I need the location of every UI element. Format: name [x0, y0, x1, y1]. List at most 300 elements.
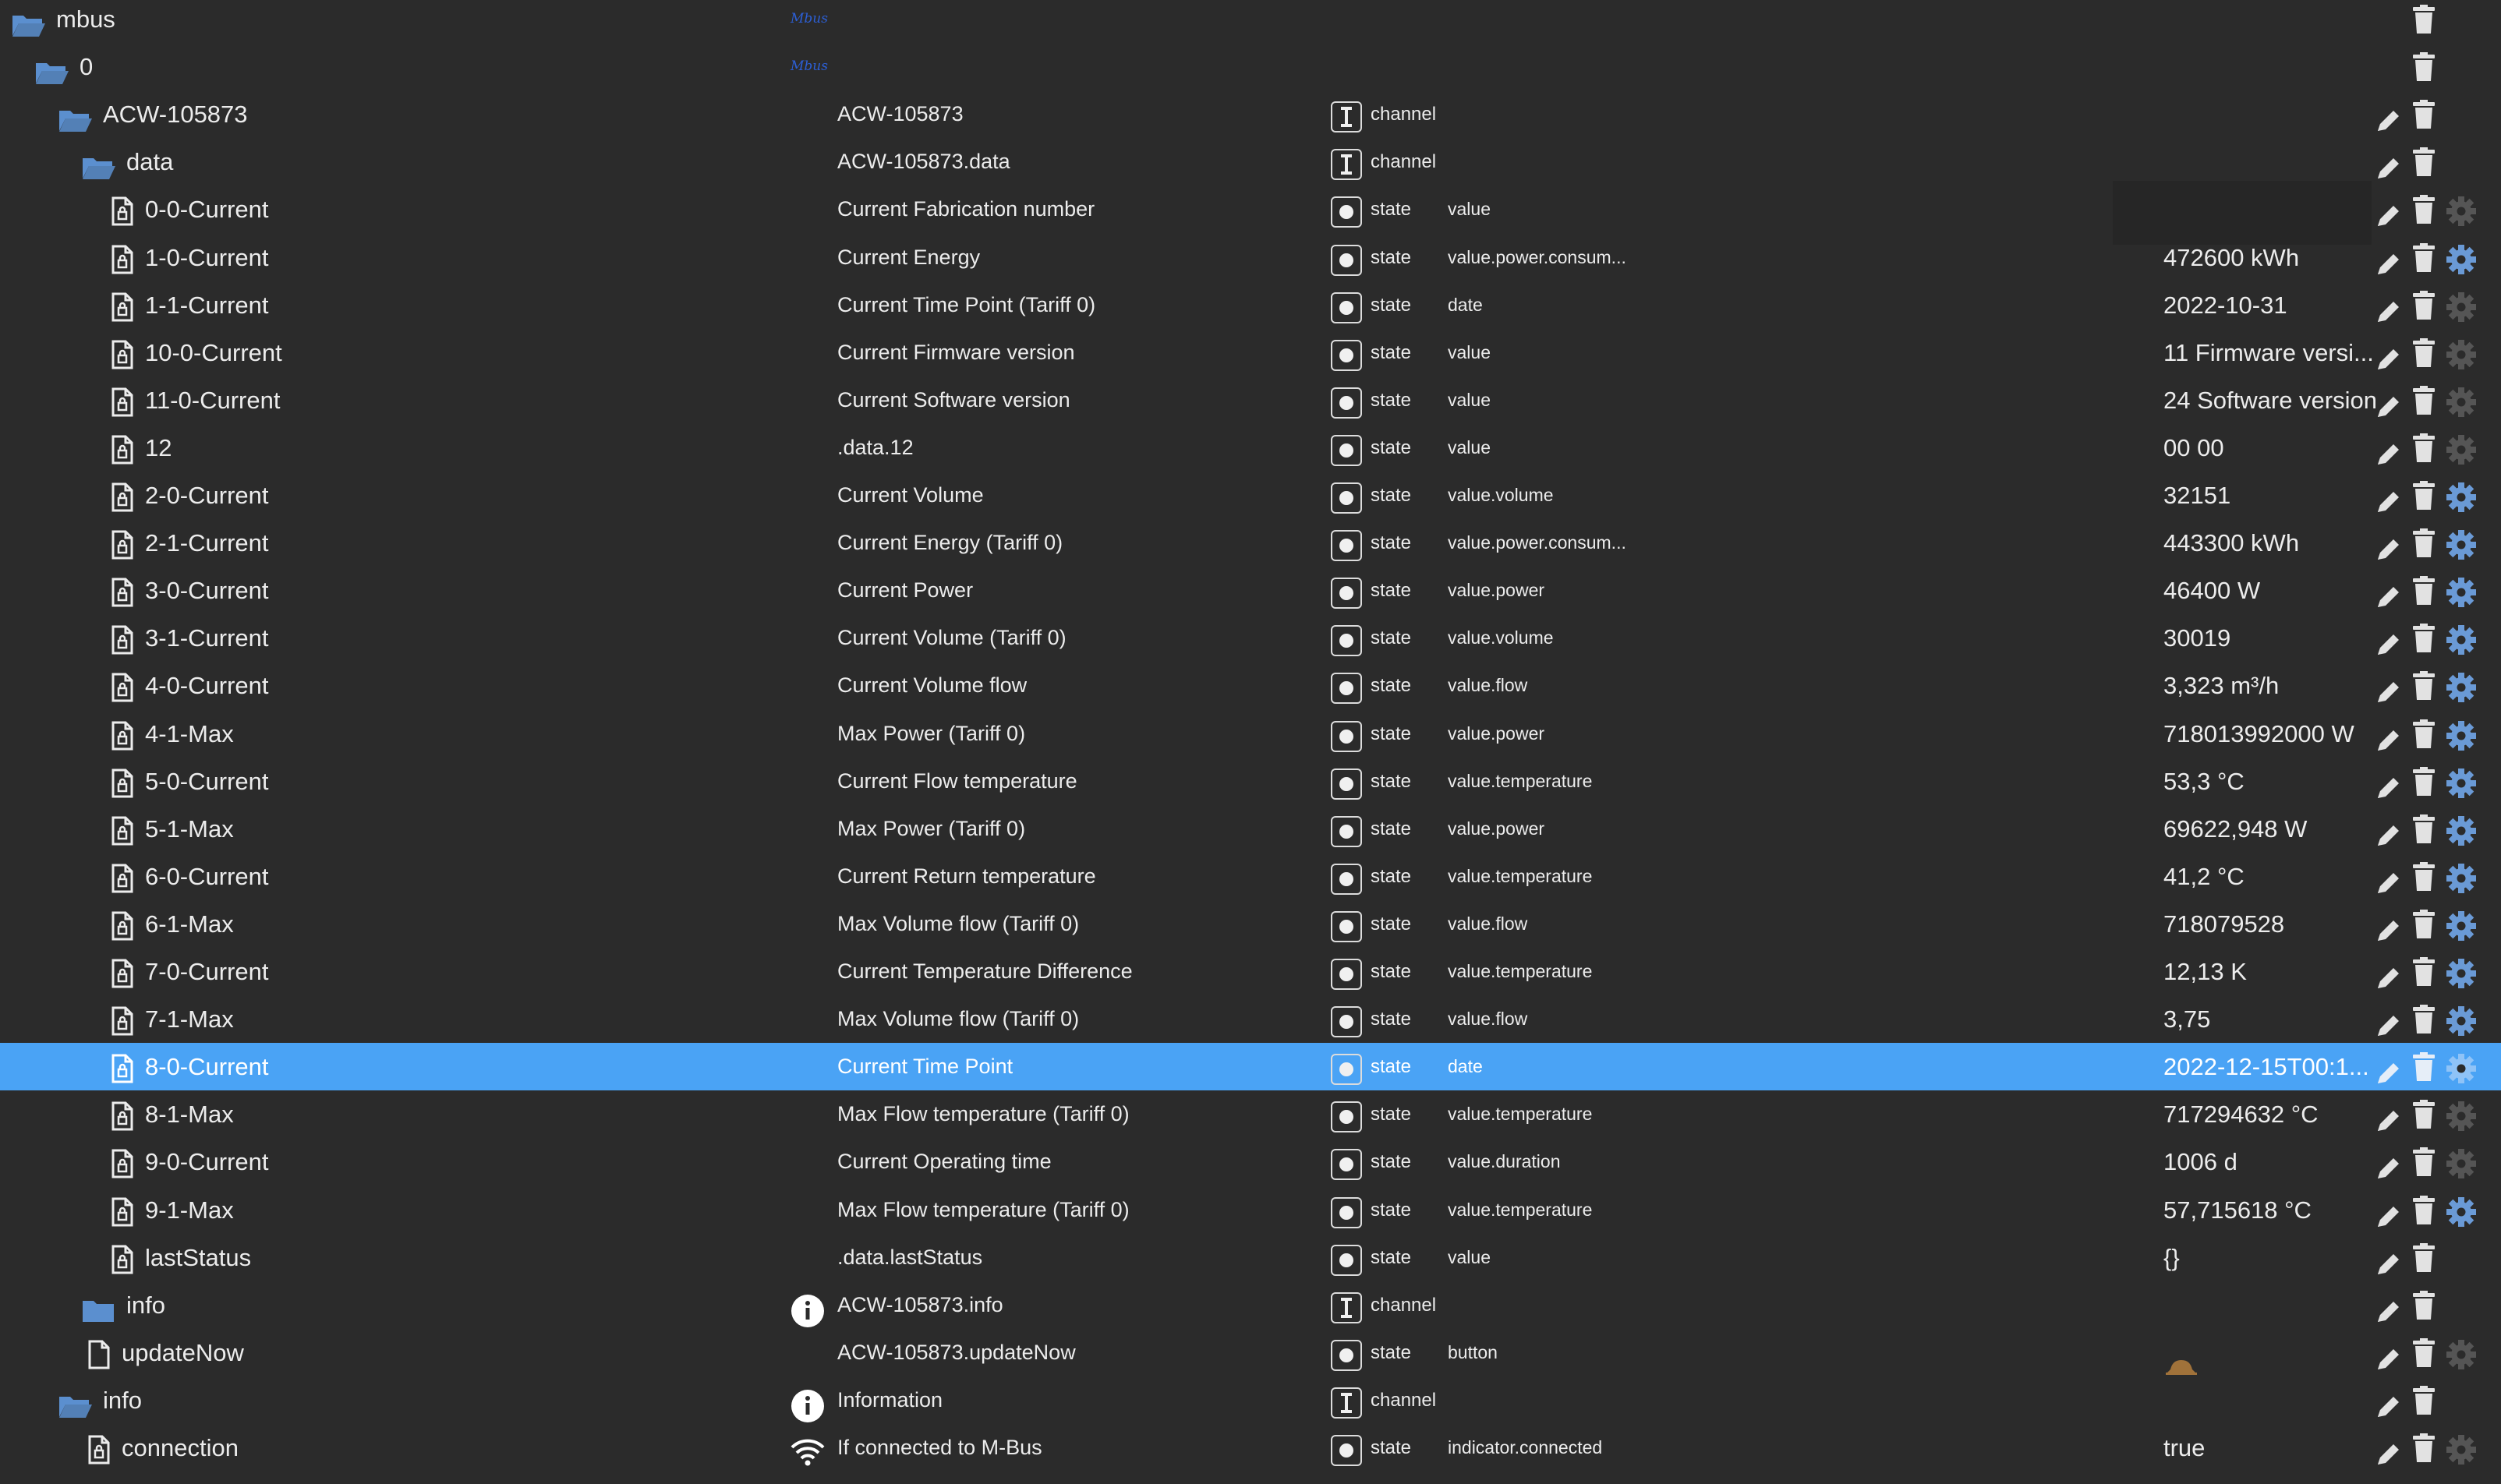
- object-type: state: [1371, 1009, 1412, 1030]
- object-role: value.duration: [1448, 1151, 1561, 1172]
- folder-open-icon[interactable]: [34, 54, 69, 79]
- tree-row[interactable]: [0, 138, 2501, 186]
- state-type-icon: [1331, 578, 1362, 609]
- settings-gear-icon[interactable]: [2446, 1005, 2476, 1034]
- object-value[interactable]: 443300 kWh: [2163, 529, 2300, 557]
- settings-gear-icon[interactable]: [2446, 433, 2476, 463]
- delete-icon[interactable]: [2412, 337, 2436, 366]
- object-description: Current Time Point (Tariff 0): [837, 292, 1096, 316]
- object-role: value: [1448, 1246, 1491, 1267]
- object-value[interactable]: 718013992000 W: [2163, 719, 2354, 747]
- object-value[interactable]: 12,13 K: [2163, 958, 2247, 985]
- edit-icon[interactable]: [2375, 341, 2403, 365]
- object-description: ACW-105873: [837, 102, 964, 126]
- object-name[interactable]: 5-1-Max: [145, 814, 234, 843]
- tree-row[interactable]: [0, 424, 2501, 472]
- file-lock-icon: [111, 291, 134, 320]
- delete-icon[interactable]: [2412, 1051, 2436, 1080]
- object-role: value.flow: [1448, 913, 1528, 934]
- edit-icon[interactable]: [2375, 1150, 2403, 1174]
- file-lock-icon: [111, 1243, 134, 1273]
- object-type: state: [1371, 1151, 1412, 1173]
- settings-gear-icon[interactable]: [2446, 1100, 2476, 1129]
- tree-row[interactable]: [0, 234, 2501, 281]
- tree-row[interactable]: [0, 376, 2501, 424]
- state-type-icon: [1331, 959, 1362, 990]
- object-role: value.volume: [1448, 627, 1554, 648]
- channel-type-icon: [1331, 1387, 1362, 1419]
- settings-gear-icon[interactable]: [2446, 624, 2476, 653]
- settings-gear-icon[interactable]: [2446, 528, 2476, 558]
- object-description: Current Return temperature: [837, 864, 1096, 888]
- object-description: ACW-105873.data: [837, 150, 1010, 174]
- object-value[interactable]: 3,75: [2163, 1005, 2211, 1034]
- delete-icon[interactable]: [2412, 956, 2436, 985]
- object-name[interactable]: 8-0-Current: [145, 1053, 269, 1081]
- object-name[interactable]: data: [126, 148, 174, 176]
- object-type: state: [1371, 294, 1412, 316]
- folder-open-icon[interactable]: [11, 6, 45, 31]
- object-value[interactable]: 1006 d: [2163, 1148, 2237, 1176]
- object-name[interactable]: 0: [80, 53, 94, 81]
- edit-icon[interactable]: [2375, 1294, 2403, 1317]
- object-description: Max Flow temperature (Tariff 0): [837, 1102, 1130, 1126]
- object-name[interactable]: 9-1-Max: [145, 1196, 234, 1224]
- file-lock-icon: [111, 767, 134, 797]
- settings-gear-icon[interactable]: [2446, 862, 2476, 892]
- object-role: value.power: [1448, 723, 1545, 744]
- delete-icon[interactable]: [2412, 1194, 2436, 1224]
- object-name[interactable]: ACW-105873: [103, 101, 248, 129]
- delete-icon[interactable]: [2412, 908, 2436, 938]
- object-name[interactable]: 12: [145, 433, 172, 461]
- settings-gear-icon[interactable]: [2446, 386, 2476, 415]
- edit-icon[interactable]: [2375, 723, 2403, 746]
- settings-gear-icon[interactable]: [2446, 338, 2476, 368]
- object-type: state: [1371, 1246, 1412, 1268]
- press-button-icon[interactable]: [2164, 1344, 2199, 1363]
- object-value[interactable]: 30019: [2163, 624, 2231, 652]
- edit-icon[interactable]: [2375, 770, 2403, 793]
- object-name[interactable]: 10-0-Current: [145, 338, 282, 366]
- edit-icon[interactable]: [2375, 818, 2403, 841]
- edit-icon[interactable]: [2375, 103, 2403, 126]
- delete-icon[interactable]: [2412, 432, 2436, 461]
- tree-row[interactable]: [0, 900, 2501, 948]
- tree-row[interactable]: [0, 90, 2501, 138]
- object-type: state: [1371, 723, 1412, 744]
- delete-icon[interactable]: [2412, 622, 2436, 652]
- edit-icon[interactable]: [2375, 1436, 2403, 1460]
- file-lock-icon: [111, 957, 134, 987]
- edit-icon[interactable]: [2375, 579, 2403, 602]
- tree-row[interactable]: [0, 43, 2501, 90]
- object-description: Current Operating time: [837, 1150, 1052, 1174]
- object-type: state: [1371, 1104, 1412, 1125]
- delete-icon[interactable]: [2412, 289, 2436, 319]
- delete-icon[interactable]: [2412, 670, 2436, 699]
- object-type: state: [1371, 818, 1412, 839]
- delete-icon[interactable]: [2412, 527, 2436, 556]
- object-role: value: [1448, 341, 1491, 362]
- object-name[interactable]: mbus: [56, 5, 115, 33]
- object-description: Current Power: [837, 578, 974, 602]
- tree-row[interactable]: [0, 948, 2501, 995]
- object-role: value.power: [1448, 580, 1545, 601]
- object-name[interactable]: info: [103, 1386, 142, 1414]
- object-type: state: [1371, 1056, 1412, 1078]
- object-type: state: [1371, 865, 1412, 887]
- object-role: indicator.connected: [1448, 1437, 1603, 1458]
- object-name[interactable]: 4-1-Max: [145, 719, 234, 747]
- tree-row[interactable]: [0, 1329, 2501, 1376]
- tree-row[interactable]: [0, 1138, 2501, 1185]
- state-type-icon: [1331, 625, 1362, 656]
- object-value[interactable]: 472600 kWh: [2163, 243, 2300, 271]
- edit-icon[interactable]: [2375, 1246, 2403, 1270]
- object-value[interactable]: 2022-12-15T00:1...: [2163, 1053, 2369, 1081]
- delete-icon[interactable]: [2412, 242, 2436, 271]
- object-name[interactable]: updateNow: [122, 1338, 244, 1366]
- object-type: state: [1371, 675, 1412, 697]
- object-name[interactable]: connection: [122, 1434, 239, 1461]
- tree-row[interactable]: [0, 1043, 2501, 1090]
- delete-icon[interactable]: [2412, 98, 2436, 128]
- object-type: state: [1371, 1341, 1412, 1363]
- file-lock-icon: [111, 433, 134, 463]
- object-value[interactable]: 00 00: [2163, 433, 2224, 461]
- state-type-icon: [1331, 768, 1362, 800]
- object-role: value.temperature: [1448, 961, 1593, 981]
- edit-icon[interactable]: [2375, 150, 2403, 174]
- edit-icon[interactable]: [2375, 436, 2403, 460]
- tree-row[interactable]: [0, 805, 2501, 853]
- tree-row[interactable]: [0, 329, 2501, 376]
- object-description: Current Flow temperature: [837, 768, 1077, 793]
- object-type: channel: [1371, 1389, 1437, 1411]
- edit-icon[interactable]: [2375, 294, 2403, 317]
- file-lock-icon: [111, 1147, 134, 1177]
- delete-icon[interactable]: [2412, 1146, 2436, 1175]
- wifi-icon: [789, 1435, 826, 1463]
- info-icon: [791, 1389, 825, 1423]
- file-lock-icon: [87, 1433, 111, 1463]
- settings-gear-icon[interactable]: [2446, 1196, 2476, 1225]
- settings-gear-icon[interactable]: [2446, 767, 2476, 797]
- state-type-icon: [1331, 292, 1362, 323]
- delete-icon[interactable]: [2412, 1003, 2436, 1033]
- settings-gear-icon[interactable]: [2446, 671, 2476, 701]
- object-name[interactable]: 5-0-Current: [145, 767, 269, 795]
- edit-icon[interactable]: [2375, 484, 2403, 507]
- object-description: Current Energy: [837, 245, 981, 269]
- tree-row[interactable]: [0, 1090, 2501, 1138]
- delete-icon[interactable]: [2412, 765, 2436, 795]
- object-description: ACW-105873.updateNow: [837, 1340, 1076, 1364]
- object-description: Current Energy (Tariff 0): [837, 531, 1063, 555]
- state-type-icon: [1331, 911, 1362, 942]
- delete-icon[interactable]: [2412, 1289, 2436, 1319]
- tree-row[interactable]: [0, 0, 2501, 43]
- object-description: Max Volume flow (Tariff 0): [837, 911, 1080, 935]
- mbus-watermark: Mbus: [791, 11, 828, 26]
- object-role: value: [1448, 436, 1491, 458]
- object-value[interactable]: 717294632 °C: [2163, 1101, 2319, 1129]
- state-type-icon: [1331, 1054, 1362, 1085]
- object-value[interactable]: 24 Software version: [2163, 386, 2377, 414]
- state-type-icon: [1331, 482, 1362, 514]
- delete-icon[interactable]: [2412, 51, 2436, 80]
- tree-row[interactable]: [0, 519, 2501, 567]
- folder-open-icon[interactable]: [81, 149, 115, 174]
- settings-gear-icon[interactable]: [2446, 1338, 2476, 1368]
- object-name[interactable]: 1-0-Current: [145, 243, 269, 271]
- delete-icon[interactable]: [2412, 193, 2436, 223]
- object-name[interactable]: 6-1-Max: [145, 910, 234, 938]
- file-lock-icon: [111, 719, 134, 749]
- edit-icon[interactable]: [2375, 246, 2403, 270]
- info-icon: [791, 1294, 825, 1328]
- tree-row[interactable]: [0, 1376, 2501, 1424]
- delete-icon[interactable]: [2412, 1384, 2436, 1414]
- object-type: state: [1371, 1437, 1412, 1458]
- tree-row[interactable]: [0, 710, 2501, 758]
- file-lock-icon: [111, 243, 134, 273]
- object-name[interactable]: 11-0-Current: [145, 386, 281, 414]
- tree-row[interactable]: [0, 614, 2501, 662]
- edit-icon[interactable]: [2375, 674, 2403, 698]
- state-type-icon: [1331, 1101, 1362, 1132]
- tree-row[interactable]: [0, 758, 2501, 805]
- tree-row[interactable]: [0, 281, 2501, 329]
- object-role: date: [1448, 294, 1483, 315]
- file-lock-icon: [111, 195, 134, 224]
- settings-gear-icon[interactable]: [2446, 1052, 2476, 1082]
- file-lock-icon: [111, 862, 134, 892]
- object-name[interactable]: 7-0-Current: [145, 958, 269, 985]
- edit-icon[interactable]: [2375, 1055, 2403, 1079]
- tree-row[interactable]: [0, 1424, 2501, 1472]
- delete-icon[interactable]: [2412, 479, 2436, 509]
- object-name[interactable]: 2-0-Current: [145, 482, 269, 509]
- object-description: .data.lastStatus: [837, 1245, 983, 1269]
- object-name[interactable]: 8-1-Max: [145, 1101, 234, 1129]
- object-value[interactable]: {}: [2163, 1243, 2180, 1271]
- tree-row[interactable]: [0, 567, 2501, 614]
- tree-row[interactable]: [0, 1186, 2501, 1234]
- object-role: value.volume: [1448, 485, 1554, 505]
- delete-icon[interactable]: [2412, 384, 2436, 414]
- object-description: .data.12: [837, 435, 914, 459]
- file-lock-icon: [111, 1196, 134, 1225]
- delete-icon[interactable]: [2412, 1337, 2436, 1366]
- edit-icon[interactable]: [2375, 1389, 2403, 1412]
- delete-icon[interactable]: [2412, 813, 2436, 843]
- file-lock-icon: [111, 576, 134, 606]
- object-value[interactable]: 3,323 m³/h: [2163, 672, 2280, 700]
- state-type-icon: [1331, 1006, 1362, 1037]
- state-type-icon: [1331, 1149, 1362, 1180]
- object-value[interactable]: 69622,948 W: [2163, 814, 2308, 843]
- object-description: Max Flow temperature (Tariff 0): [837, 1197, 1130, 1221]
- mbus-watermark: Mbus: [791, 58, 828, 75]
- object-type: state: [1371, 913, 1412, 935]
- settings-gear-icon[interactable]: [2446, 1147, 2476, 1177]
- object-name[interactable]: 7-1-Max: [145, 1005, 234, 1034]
- file-lock-icon: [111, 1005, 134, 1034]
- file-icon: [87, 1338, 111, 1368]
- object-role: value.power: [1448, 818, 1545, 839]
- object-type: state: [1371, 436, 1412, 458]
- settings-gear-icon[interactable]: [2446, 576, 2476, 606]
- object-role: value.temperature: [1448, 1104, 1593, 1125]
- object-value[interactable]: 11 Firmware versi...: [2163, 338, 2374, 366]
- delete-icon[interactable]: [2412, 1098, 2436, 1128]
- object-name[interactable]: 6-0-Current: [145, 862, 269, 890]
- object-role: value.flow: [1448, 675, 1528, 696]
- settings-gear-icon[interactable]: [2446, 957, 2476, 987]
- folder-open-icon[interactable]: [58, 101, 92, 126]
- object-description: Current Volume: [837, 483, 984, 507]
- state-type-icon: [1331, 721, 1362, 752]
- file-lock-icon: [111, 1052, 134, 1082]
- edit-icon[interactable]: [2375, 960, 2403, 984]
- folder-icon[interactable]: [81, 1292, 115, 1317]
- object-role: value.temperature: [1448, 770, 1593, 791]
- object-description: Current Temperature Difference: [837, 959, 1133, 983]
- edit-icon[interactable]: [2375, 1199, 2403, 1222]
- settings-gear-icon[interactable]: [2446, 481, 2476, 511]
- settings-gear-icon[interactable]: [2446, 243, 2476, 273]
- object-value[interactable]: 46400 W: [2163, 577, 2261, 605]
- object-value[interactable]: 41,2 °C: [2163, 862, 2245, 890]
- edit-icon[interactable]: [2375, 1008, 2403, 1031]
- object-type: state: [1371, 580, 1412, 602]
- delete-icon[interactable]: [2412, 718, 2436, 747]
- state-type-icon: [1331, 530, 1362, 561]
- edit-icon[interactable]: [2375, 532, 2403, 555]
- delete-icon[interactable]: [2412, 1242, 2436, 1271]
- object-type: state: [1371, 389, 1412, 411]
- object-role: value.temperature: [1448, 1199, 1593, 1220]
- edit-icon[interactable]: [2375, 198, 2403, 221]
- delete-icon[interactable]: [2412, 3, 2436, 33]
- state-type-icon: [1331, 1197, 1362, 1228]
- file-lock-icon: [111, 910, 134, 939]
- object-role: value.power.consum...: [1448, 246, 1626, 267]
- state-type-icon: [1331, 1435, 1362, 1466]
- object-type: state: [1371, 199, 1412, 221]
- folder-open-icon[interactable]: [58, 1387, 92, 1412]
- object-value[interactable]: 57,715618 °C: [2163, 1196, 2312, 1224]
- object-name[interactable]: 3-0-Current: [145, 577, 269, 605]
- object-type: state: [1371, 770, 1412, 792]
- object-name[interactable]: 3-1-Current: [145, 624, 269, 652]
- tree-row[interactable]: [0, 186, 2501, 233]
- object-name[interactable]: 9-0-Current: [145, 1148, 269, 1176]
- state-type-icon: [1331, 816, 1362, 847]
- object-name[interactable]: 4-0-Current: [145, 672, 269, 700]
- edit-icon[interactable]: [2375, 389, 2403, 412]
- delete-icon[interactable]: [2412, 1432, 2436, 1461]
- tree-row[interactable]: [0, 1234, 2501, 1281]
- tree-row[interactable]: [0, 995, 2501, 1043]
- object-value[interactable]: 53,3 °C: [2163, 767, 2245, 795]
- tree-row[interactable]: [0, 1281, 2501, 1329]
- object-type: state: [1371, 961, 1412, 982]
- object-value[interactable]: 718079528: [2163, 910, 2285, 938]
- object-role: button: [1448, 1341, 1498, 1362]
- delete-icon[interactable]: [2412, 146, 2436, 175]
- object-type: state: [1371, 1199, 1412, 1221]
- state-type-icon: [1331, 673, 1362, 704]
- channel-type-icon: [1331, 101, 1362, 132]
- object-description: Current Firmware version: [837, 340, 1075, 364]
- object-name[interactable]: info: [126, 1291, 165, 1319]
- object-role: value.power.consum...: [1448, 532, 1626, 553]
- object-description: Max Power (Tariff 0): [837, 816, 1026, 840]
- object-type: channel: [1371, 104, 1437, 125]
- object-type: state: [1371, 485, 1412, 506]
- object-value[interactable]: 32151: [2163, 482, 2231, 509]
- settings-gear-icon[interactable]: [2446, 719, 2476, 749]
- tree-row[interactable]: [0, 662, 2501, 709]
- delete-icon[interactable]: [2412, 574, 2436, 604]
- file-lock-icon: [111, 1100, 134, 1129]
- state-type-icon: [1331, 1245, 1362, 1276]
- settings-gear-icon[interactable]: [2446, 1433, 2476, 1463]
- edit-icon[interactable]: [2375, 1341, 2403, 1365]
- state-type-icon: [1331, 864, 1362, 895]
- edit-icon[interactable]: [2375, 627, 2403, 650]
- object-description: Information: [837, 1387, 943, 1412]
- object-description: Current Software version: [837, 387, 1070, 412]
- object-value[interactable]: 2022-10-31: [2163, 291, 2287, 319]
- settings-gear-icon[interactable]: [2446, 814, 2476, 844]
- tree-row[interactable]: [0, 472, 2501, 519]
- state-type-icon: [1331, 245, 1362, 276]
- settings-gear-icon[interactable]: [2446, 291, 2476, 320]
- object-type: state: [1371, 341, 1412, 363]
- channel-type-icon: [1331, 149, 1362, 180]
- object-value[interactable]: true: [2163, 1434, 2206, 1461]
- object-role: value: [1448, 199, 1491, 220]
- object-description: Max Volume flow (Tariff 0): [837, 1007, 1080, 1031]
- object-description: Max Power (Tariff 0): [837, 721, 1026, 745]
- edit-icon[interactable]: [2375, 913, 2403, 936]
- file-lock-icon: [111, 814, 134, 844]
- file-lock-icon: [111, 481, 134, 511]
- file-lock-icon: [111, 338, 134, 368]
- object-name[interactable]: 1-1-Current: [145, 291, 269, 319]
- object-name[interactable]: 2-1-Current: [145, 529, 269, 557]
- tree-row[interactable]: [0, 853, 2501, 900]
- settings-gear-icon[interactable]: [2446, 910, 2476, 939]
- state-type-icon: [1331, 196, 1362, 228]
- object-type: state: [1371, 627, 1412, 649]
- edit-icon[interactable]: [2375, 1103, 2403, 1126]
- file-lock-icon: [111, 624, 134, 653]
- delete-icon[interactable]: [2412, 860, 2436, 890]
- state-type-icon: [1331, 340, 1362, 371]
- file-lock-icon: [111, 671, 134, 701]
- state-type-icon: [1331, 387, 1362, 419]
- object-name[interactable]: 0-0-Current: [145, 196, 269, 224]
- object-description: Current Fabrication number: [837, 197, 1095, 221]
- settings-gear-icon[interactable]: [2446, 195, 2476, 224]
- object-name[interactable]: lastStatus: [145, 1243, 252, 1271]
- edit-icon[interactable]: [2375, 865, 2403, 889]
